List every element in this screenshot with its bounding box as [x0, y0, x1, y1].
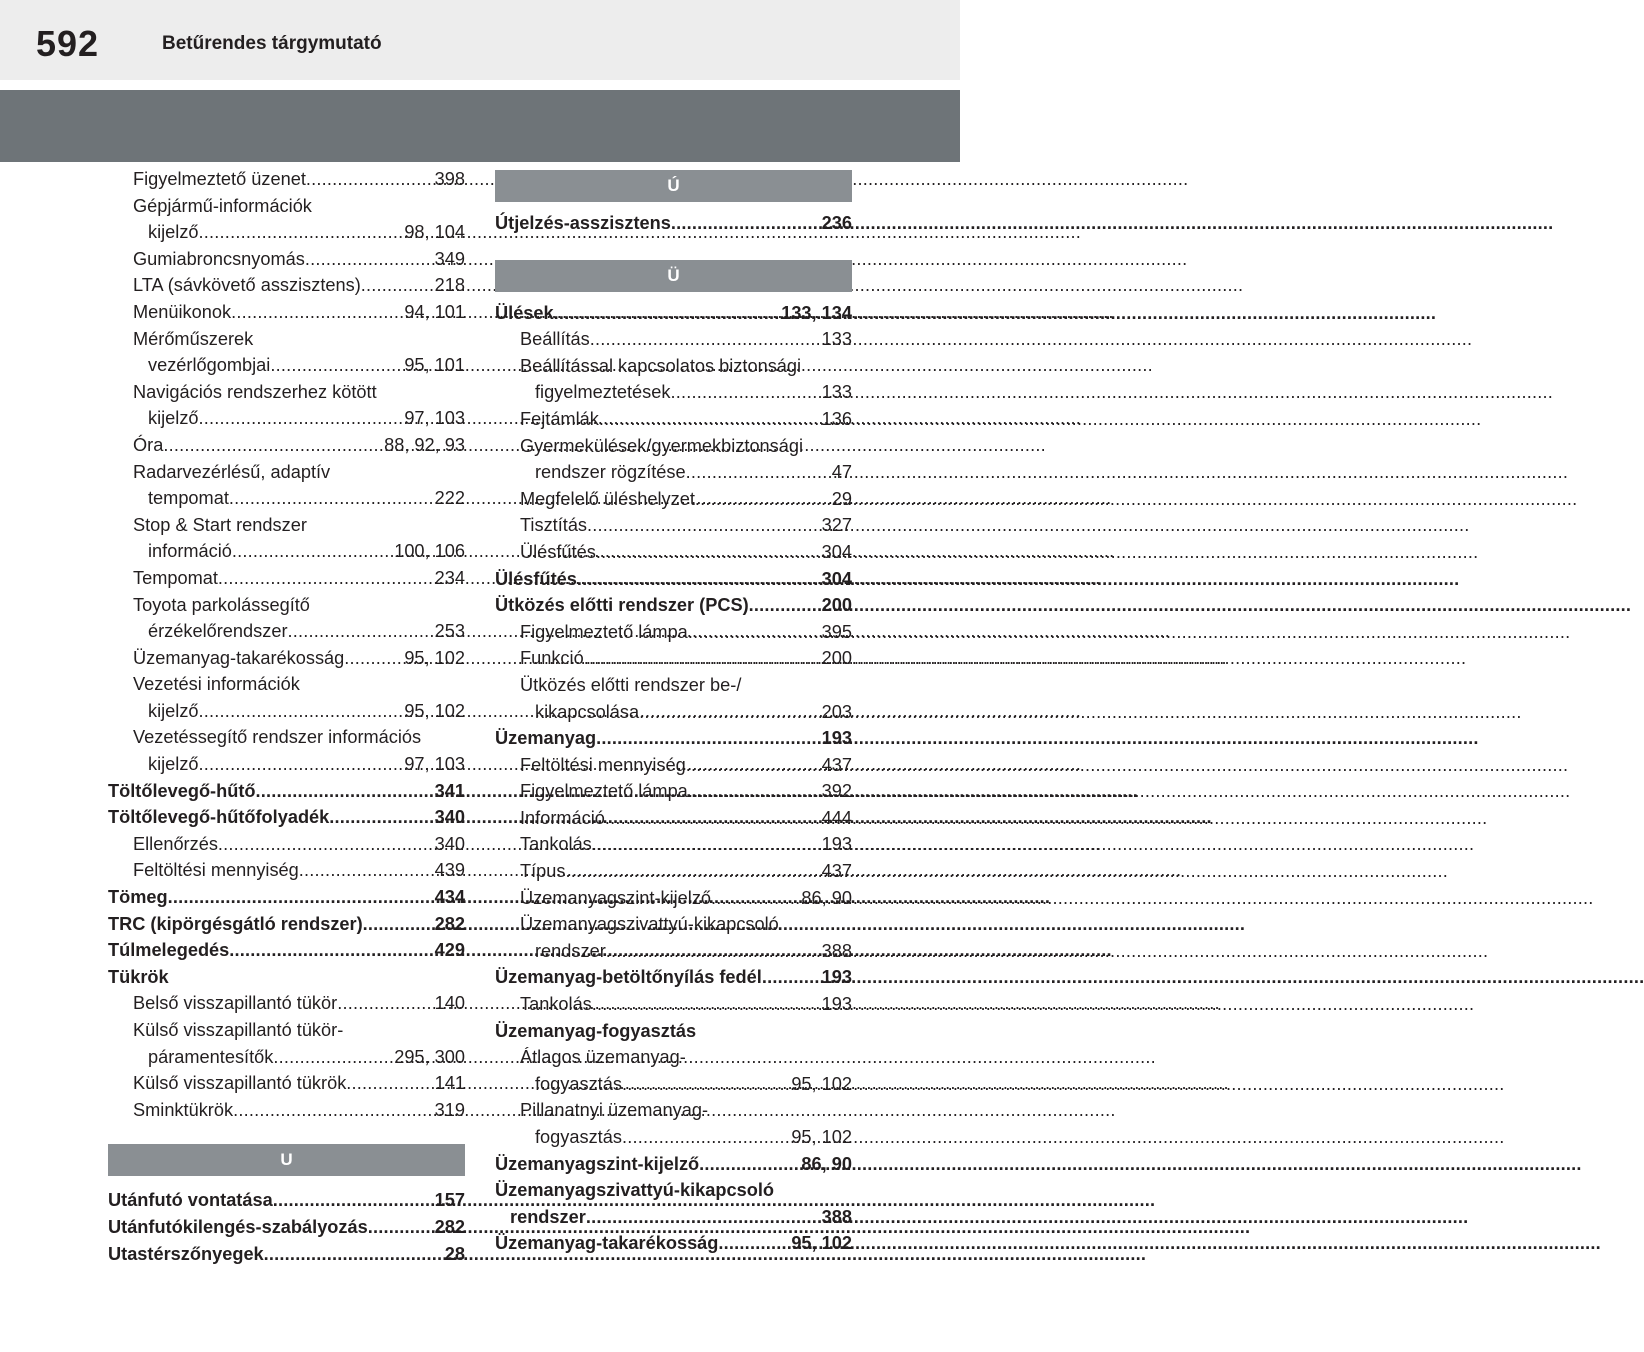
index-entry: fogyasztás ..... 95, 102 [495, 1124, 852, 1151]
index-entry: Beállítással kapcsolatos biztonsági [520, 355, 802, 376]
index-entry: érzékelőrendszer ..... 253 [108, 618, 465, 645]
section-header-u-acute: Ú [495, 170, 852, 202]
index-entry-main: Tömeg ..... 434 [108, 884, 465, 911]
index-entry: Stop & Start rendszer [133, 514, 307, 535]
index-entry: Feltöltési mennyiség ..... 439 [108, 857, 465, 884]
index-entry: kikapcsolása ..... 203 [495, 699, 852, 726]
index-entry-main: Utánfutókilengés-szabályozás ..... 282 [108, 1214, 465, 1241]
index-entry: kijelző ..... 95, 102 [108, 698, 465, 725]
index-entry: Átlagos üzemanyag- [520, 1047, 686, 1068]
index-entry: Üzemanyagszint-kijelző ..... 86, 90 [495, 885, 852, 912]
index-entry-main: Ülések ..... 133, 134 [495, 300, 852, 327]
index-entry-main: Túlmelegedés ..... 429 [108, 937, 465, 964]
index-column-right [495, 170, 852, 1257]
index-entry: Figyelmeztető lámpa ..... 392 [495, 778, 852, 805]
index-entry-main: Üzemanyag-takarékosság ..... 95, 102 [495, 1230, 852, 1257]
index-entry-main: Útjelzés-asszisztens ..... 236 [495, 210, 852, 237]
index-entry: Ellenőrzés ..... 340 [108, 831, 465, 858]
section-header-u: U [108, 1144, 465, 1176]
index-entry: Tankolás ..... 193 [495, 831, 852, 858]
index-entry: Üzemanyag-takarékosság ..... 95, 102 [108, 645, 465, 672]
index-entry: kijelző ..... 98, 104 [108, 219, 465, 246]
index-entry: Ülésfűtés ..... 304 [495, 539, 852, 566]
index-entry: Figyelmeztető üzenet ..... 398 [108, 166, 465, 193]
index-entry: Vezetéssegítő rendszer információs [133, 727, 422, 748]
index-entry: kijelző ..... 97, 103 [108, 405, 465, 432]
index-entry: páramentesítők ..... 295, 300 [108, 1044, 465, 1071]
index-entry-main: Ütközés előtti rendszer (PCS) ..... 200 [495, 592, 852, 619]
index-entry: Fejtámlák ..... 136 [495, 406, 852, 433]
index-column-left [108, 166, 465, 1267]
index-entry: fogyasztás ..... 95, 102 [495, 1071, 852, 1098]
index-entry: Tisztítás ..... 327 [495, 512, 852, 539]
index-entry: Radarvezérlésű, adaptív [133, 461, 331, 482]
index-entry: Megfelelő üléshelyzet ..... 29 [495, 486, 852, 513]
index-entry: LTA (sávkövető asszisztens) ..... 218 [108, 272, 465, 299]
index-entry: Külső visszapillantó tükör- [133, 1020, 344, 1040]
index-entry: Tempomat ..... 234 [108, 565, 465, 592]
index-entry-main: Utánfutó vontatása ..... 157 [108, 1187, 465, 1214]
index-entry-main: Ülésfűtés ..... 304 [495, 566, 852, 593]
index-entry: Gyermekülések/gyermekbiztonsági [520, 435, 804, 456]
index-entry: Figyelmeztető lámpa ..... 395 [495, 619, 852, 646]
index-entry: Óra ..... 88, 92, 93 [108, 432, 465, 459]
index-entry: információ ..... 100, 106 [108, 538, 465, 565]
index-entry: Információ ..... 444 [495, 805, 852, 832]
index-entry: Típus ..... 437 [495, 858, 852, 885]
index-entry: Ütközés előtti rendszer be-/ [520, 674, 742, 695]
page-number: 592 [36, 23, 100, 64]
index-entry: Beállítás ..... 133 [495, 326, 852, 353]
index-entry-main: Töltőlevegő-hűtőfolyadék ..... 340 [108, 804, 465, 831]
index-entry: rendszer ..... 388 [495, 938, 852, 965]
index-entry: Feltöltési mennyiség ..... 437 [495, 752, 852, 779]
index-entry-main: TRC (kipörgésgátló rendszer) ..... 282 [108, 911, 465, 938]
index-entry: figyelmeztetések ..... 133 [495, 379, 852, 406]
running-header [0, 0, 960, 80]
index-entry: Külső visszapillantó tükrök ..... 141 [108, 1070, 465, 1097]
index-entry: Menüikonok ..... 94, 101 [108, 299, 465, 326]
index-entry-main: Utastérszőnyegek ..... 28 [108, 1241, 465, 1268]
index-entry: Üzemanyagszivattyú-kikapcsoló [520, 914, 779, 935]
index-entry: Vezetési információk [133, 674, 300, 695]
index-entry-main: Üzemanyag-fogyasztás [495, 1020, 697, 1041]
index-entry-main: Üzemanyagszint-kijelző ..... 86, 90 [495, 1151, 852, 1178]
index-entry: Mérőműszerek [133, 328, 254, 349]
index-entry: Tankolás ..... 193 [495, 991, 852, 1018]
index-entry: kijelző ..... 97, 103 [108, 751, 465, 778]
index-entry-main: Üzemanyag-betöltőnyílás fedél ..... 193 [495, 964, 852, 991]
header-band [0, 90, 960, 162]
index-entry: Belső visszapillantó tükör ..... 140 [108, 990, 465, 1017]
index-entry-main: Üzemanyagszivattyú-kikapcsoló [495, 1180, 774, 1201]
index-entry: tempomat ..... 222 [108, 485, 465, 512]
index-entry: Gumiabroncsnyomás ..... 349 [108, 246, 465, 273]
page-title: Betűrendes tárgymutató [162, 33, 382, 54]
index-entry: Funkció ..... 200 [495, 645, 852, 672]
index-entry: Sminktükrök ..... 319 [108, 1097, 465, 1124]
index-entry: Gépjármű-információk [133, 195, 312, 216]
index-entry-main: rendszer ..... 388 [495, 1204, 852, 1231]
index-entry: vezérlőgombjai ..... 95, 101 [108, 352, 465, 379]
index-entry: rendszer rögzítése ..... 47 [495, 459, 852, 486]
index-entry-main: Tükrök [108, 966, 169, 987]
index-entry: Navigációs rendszerhez kötött [133, 381, 377, 402]
index-entry-main: Töltőlevegő-hűtő ..... 341 [108, 778, 465, 805]
index-entry: Toyota parkolássegítő [133, 594, 310, 615]
index-entry-main: Üzemanyag ..... 193 [495, 725, 852, 752]
index-entry: Pillanatnyi üzemanyag- [520, 1100, 709, 1121]
section-header-u-umlaut: Ü [495, 260, 852, 292]
